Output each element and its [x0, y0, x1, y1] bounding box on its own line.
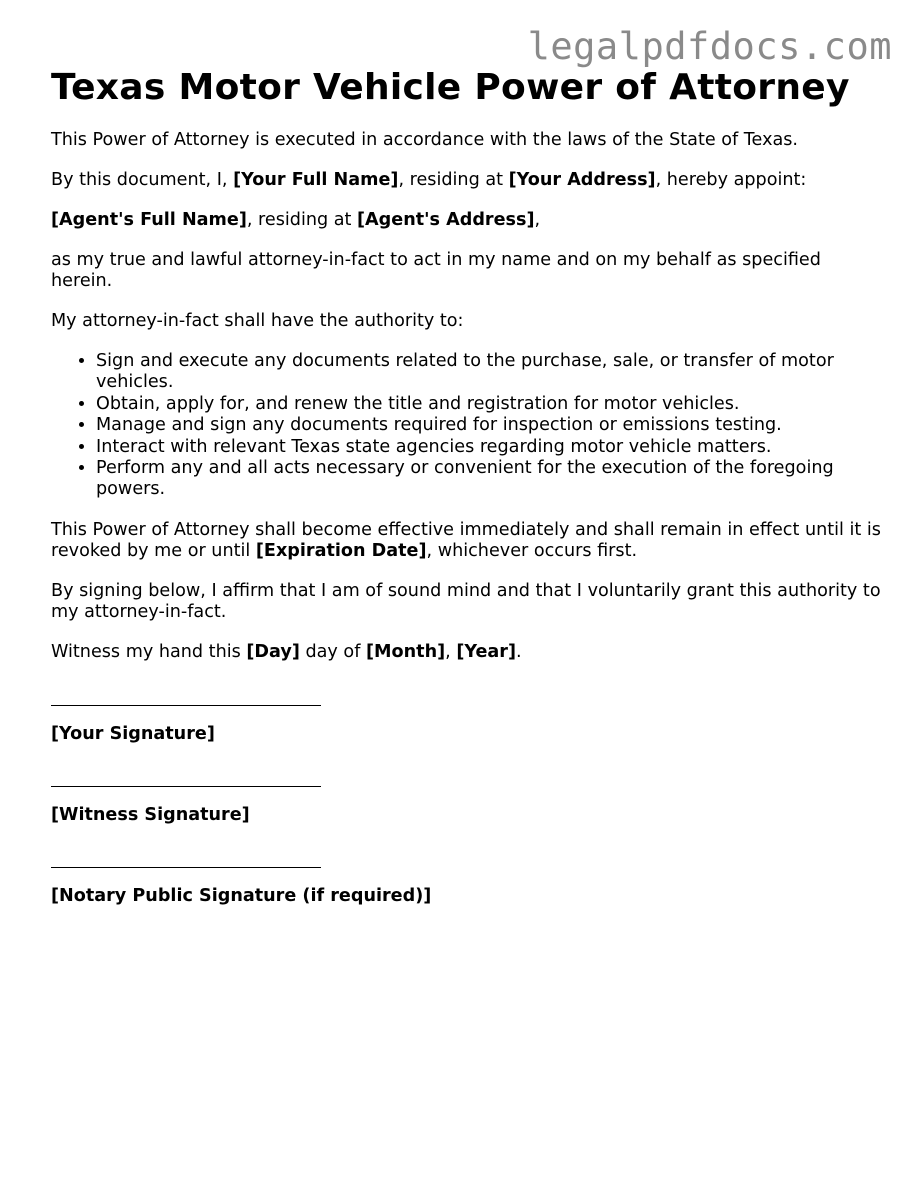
appoint-prefix: By this document, I, [51, 170, 234, 190]
witness-suffix: . [516, 641, 522, 662]
power-item: • Perform any and all acts necessary or convenient for the execution of the foregoing powers. [96, 458, 881, 501]
witness-paragraph [51, 642, 881, 663]
day-field: [Day] [246, 641, 300, 662]
signature-line [51, 845, 321, 868]
agent-address-field: [Agent's Address] [357, 210, 535, 230]
document-title: Texas Motor Vehicle Power of Attorney [51, 67, 850, 108]
watermark-logo: legalpdfdocs.com [527, 25, 892, 68]
attorney-clause: as my true and lawful attorney-in-fact to act in my name and on my behalf as specified herein. [51, 250, 821, 291]
witness-mid: day of [299, 641, 366, 662]
witness-prefix: Witness my hand this [51, 641, 247, 662]
signature-block [51, 683, 881, 907]
month-field: [Month] [366, 641, 446, 662]
power-item: • Sign and execute any documents related to the purchase, sale, or transfer of motor vehicles. [96, 351, 881, 394]
notary-signature-label: [Notary Public Signature (if required)] [51, 885, 432, 906]
year-field: [Year] [456, 641, 517, 662]
appoint-paragraph [51, 170, 881, 191]
agent-full-name-field: [Agent's Full Name] [51, 210, 247, 230]
document-page [51, 64, 881, 907]
signature-line [51, 764, 321, 787]
power-item: • Interact with relevant Texas state agencies regarding motor vehicle matters. [96, 437, 881, 458]
agent-suffix: , [534, 210, 541, 230]
authority-intro: My attorney-in-fact shall have the authority to: [51, 311, 464, 331]
your-full-name-field: [Your Full Name] [233, 170, 399, 190]
your-signature-label: [Your Signature] [51, 723, 215, 744]
power-item: • Obtain, apply for, and renew the title and registration for motor vehicles. [96, 394, 881, 415]
agent-paragraph [51, 210, 881, 231]
powers-list [51, 351, 881, 501]
effective-paragraph [51, 520, 881, 562]
witness-comma: , [445, 641, 457, 662]
power-item: • Manage and sign any documents required for inspection or emissions testing. [96, 415, 881, 436]
signature-line [51, 683, 321, 706]
effective-prefix: This Power of Attorney shall become effective immediately and shall remain in effect until it is revoked by me or until [51, 519, 881, 561]
effective-suffix: , whichever occurs first. [426, 540, 638, 561]
agent-mid: , residing at [246, 210, 358, 230]
your-address-field: [Your Address] [508, 170, 656, 190]
intro-paragraph: This Power of Attorney is executed in accordance with the laws of the State of Texas. [51, 130, 799, 150]
expiration-date-field: [Expiration Date] [255, 540, 427, 561]
appoint-suffix: , hereby appoint: [655, 170, 807, 190]
appoint-mid: , residing at [398, 170, 509, 190]
witness-signature-label: [Witness Signature] [51, 804, 250, 825]
affirm-paragraph: By signing below, I affirm that I am of sound mind and that I voluntarily grant this authority to my attorney-in-fact. [51, 580, 881, 622]
